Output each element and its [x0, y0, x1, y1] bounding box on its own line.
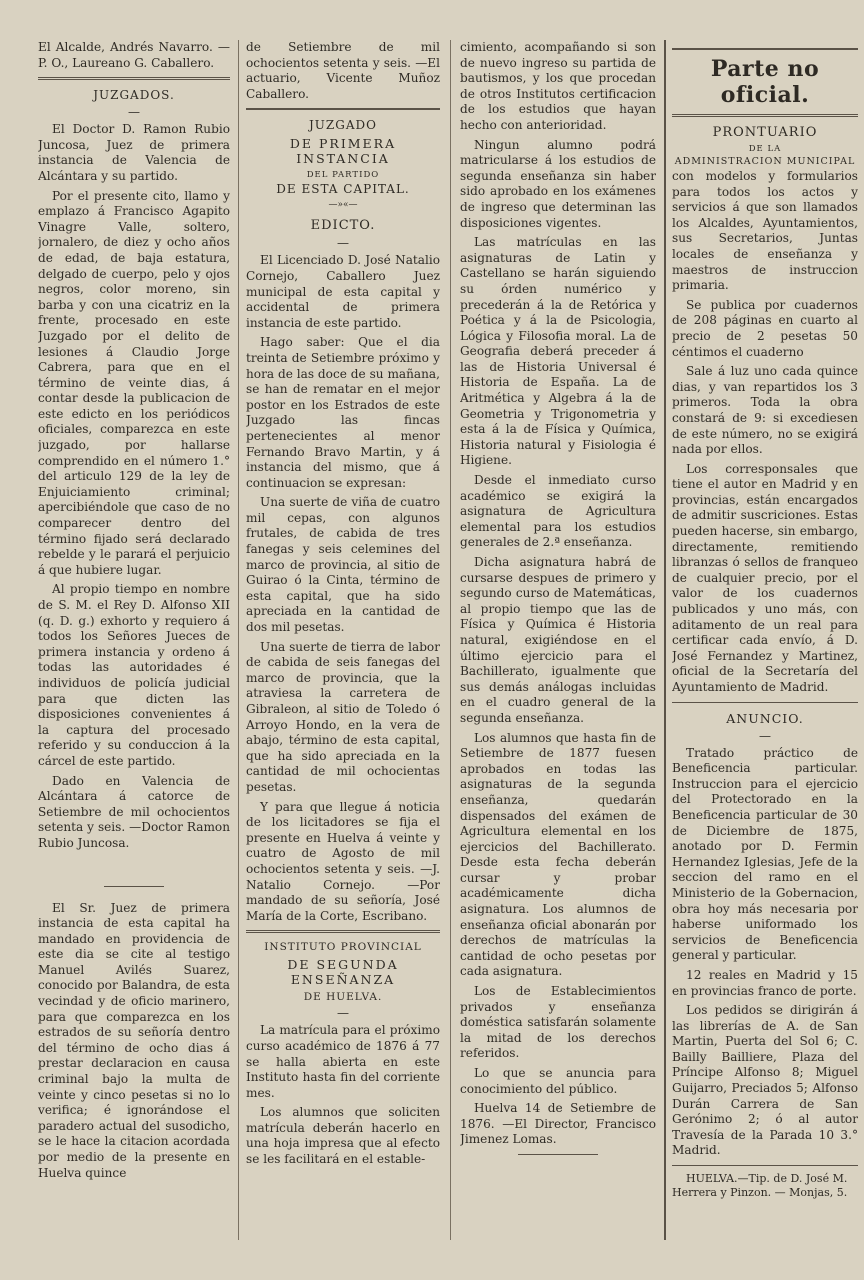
- column-rule: [664, 40, 666, 1240]
- paragraph: Hago saber: Que el dia treinta de Setiembre próximo y hora de las doce de su mañana, se han de rematar en el mejor postor en los Estrados de este Juzgado las fincas pertenecientes al menor Fernando Bravo Martin, y á instancia del mismo, que á continuacion se expresan:: [246, 335, 440, 490]
- paragraph: de Setiembre de mil ochocientos setenta y seis. —El actuario, Vicente Muñoz Caballero.: [246, 40, 440, 101]
- heading-anuncio: ANUNCIO.: [726, 710, 804, 726]
- heading-administracion: ADMINISTRACION MUNICIPAL: [674, 156, 856, 167]
- paragraph: Ningun alumno podrá matricularse á los estudios de segunda enseñanza sin haber sido aprobado en los exámenes de ingreso que determinan las disposiciones vigentes.: [460, 137, 656, 230]
- divider: [246, 930, 440, 933]
- paragraph: Al propio tiempo en nombre de S. M. el Rey D. Alfonso XII (q. D. g.) exhorto y requiero á todos los Señores Jueces de primera instancia y ordeno á todas las autoridades é individuos de policía judicial para que dicten las disposiciones convenientes á la captura del procesado referido y su conduccion á la cárcel de este partido.: [38, 582, 230, 768]
- heading-juzgado: JUZGADO: [309, 118, 377, 133]
- section-title-parte-no-oficial: Parte no oficial.: [710, 56, 820, 108]
- paragraph: Los alumnos que soliciten matrícula deberán hacerlo en una hoja impresa que al efecto se les facilitará en el estable-: [246, 1105, 440, 1167]
- signature: El Alcalde, Andrés Navarro. —P. O., Laureano G. Caballero.: [38, 40, 230, 70]
- heading-esta-capital: DE ESTA CAPITAL.: [276, 182, 410, 197]
- paragraph: Los corresponsales que tiene el autor en Madrid y en provincias, están encargados de admitir suscriciones. Estas pueden hacerse, sin embargo, directamente, remitiendo libranzas ó sellos de franqueo de cualquier precio, por el valor de los cuadernos publicados y uno más, con aditamento de un real para certificar cada envío, á D. José Fernandez y Martinez, oficial de la Secretaría del Ayuntamiento de Madrid.: [672, 461, 858, 694]
- paragraph: Una suerte de viña de cuatro mil cepas, con algunos frutales, de cabida de tres fanegas y seis celemines del marco de provincia, al sitio de Guirao ó la Cinta, término de esta capital, que ha sido apreciada en la cantidad de dos mil pesetas.: [246, 495, 440, 635]
- divider: [672, 114, 858, 117]
- paragraph: 12 reales en Madrid y 15 en provincias franco de porte.: [672, 967, 858, 998]
- heading-del-partido: DEL PARTIDO: [306, 170, 380, 181]
- heading-dash: —: [759, 728, 771, 743]
- heading-segunda-ensenanza: DE SEGUNDA ENSEÑANZA: [287, 957, 399, 988]
- heading-dash: —: [337, 1006, 349, 1021]
- divider: [672, 702, 858, 703]
- paragraph: Dado en Valencia de Alcántara á catorce de Setiembre de mil ochocientos setenta y seis. —Doctor Ramon Rubio Juncosa.: [38, 773, 230, 850]
- paragraph: Desde el inmediato curso académico se exigirá la asignatura de Agricultura elemental para los estudios generales de 2.ª enseñanza.: [460, 473, 656, 550]
- heading-edicto: EDICTO.: [310, 218, 376, 234]
- divider: [672, 1165, 858, 1166]
- column-4: [672, 48, 858, 1204]
- divider: [672, 48, 858, 50]
- paragraph: El Licenciado D. José Natalio Cornejo, Caballero Juez municipal de esta capital y accidental de primera instancia de este partido.: [246, 253, 440, 330]
- divider: [246, 108, 440, 110]
- paragraph: La matrícula para el próximo curso académico de 1876 á 77 se halla abierta en este Instituto hasta fin del corriente mes.: [246, 1023, 440, 1100]
- heading-prontuario: PRONTUARIO: [712, 125, 818, 140]
- section-heading-juzgados: JUZGADOS.: [93, 88, 175, 103]
- paragraph: Las matrículas en las asignaturas de Latin y Castellano se harán siguiendo su órden numérico y precederán á la de Retórica y Poética y á la de Psicologia, Lógica y Filosofia moral. La de Geografia deberá preceder á las de Historia Universal é Historia de España. La de Aritmética y Algebra á la de Geometria y Trigonometria y esta á la de Física y Química, Historia natural y Fisiologia é Higiene.: [460, 235, 656, 468]
- paragraph: El Sr. Juez de primera instancia de esta capital ha mandado en providencia de este dia se cite al testigo Manuel Avilés Suarez, conocido por Balandra, de esta vecindad y de oficio marinero, para que comparezca en los estrados de su señoría dentro del término de ocho dias á prestar declaracion en causa criminal bajo la multa de veinte y cinco pesetas si no lo verifica; é ignorándose el paradero actual del susodicho, se le hace la citacion acordada por medio de la presente en Huelva quince: [38, 900, 230, 1180]
- paragraph: Los pedidos se dirigirán á las librerías de A. de San Martin, Puerta del Sol 6; C. Bailly Bailliere, Plaza del Príncipe Alfonso 8; Miguel Guijarro, Preciados 5; Alfonso Durán Carrera de San Gerónimo 2; ó al autor Travesía de la Parada 10 3.° Madrid.: [672, 1003, 858, 1158]
- heading-de-huelva: DE HUELVA.: [303, 991, 383, 1004]
- column-2: [246, 40, 440, 1172]
- column-rule: [450, 40, 451, 1240]
- paragraph: con modelos y formularios para todos los actos y servicios á que son llamados los Alcaldes, Ayuntamientos, sus Secretarios, Juntas locales de enseñanza y maestros de instruccion primaria.: [672, 169, 858, 293]
- heading-instituto: INSTITUTO PROVINCIAL: [264, 941, 422, 954]
- heading-de-la: DE LA: [748, 144, 782, 154]
- divider: [104, 886, 164, 887]
- paragraph: El Doctor D. Ramon Rubio Juncosa, Juez de primera instancia de Valencia de Alcántara y su partido.: [38, 122, 230, 183]
- paragraph: Una suerte de tierra de labor de cabida de seis fanegas del marco de provincia, que la atraviesa la carretera de Gibraleon, al sitio de Toledo ó Arroyo Hondo, en la vera de abajo, término de esta capital, que ha sido apreciada en la cantidad de mil ochocientas pesetas.: [246, 639, 440, 794]
- paragraph: Los alumnos que hasta fin de Setiembre de 1877 fuesen aprobados en todas las asignaturas de la segunda enseñanza, quedarán dispensados del exámen de Agricultura elemental en los ejercicios del Bachillerato. Desde esta fecha deberán cursar y probar académicamente dicha asignatura. Los alumnos de enseñanza oficial abonarán por derechos de matrículas la cantidad de ocho pesetas por cada asignatura.: [460, 730, 656, 979]
- heading-primera-instancia: DE PRIMERA INSTANCIA: [289, 136, 397, 167]
- imprint-footer: HUELVA.—Tip. de D. José M. Herrera y Pinzon. — Monjas, 5.: [672, 1172, 848, 1200]
- paragraph: Los de Establecimientos privados y enseñanza doméstica satisfarán solamente la mitad de los derechos referidos.: [460, 984, 656, 1061]
- paragraph: Lo que se anuncia para conocimiento del público.: [460, 1066, 656, 1096]
- column-3: [460, 40, 656, 1161]
- paragraph: Tratado práctico de Beneficencia particular. Instruccion para el ejercicio del Protectorado en la Beneficencia particular de 30 de Diciembre de 1875, anotado por D. Fermin Hernandez Iglesias, Jefe de la seccion del ramo en el Ministerio de la Gobernacion, obra hoy más necesaria por haberse uniformado los servicios de Beneficencia general y particular.: [672, 745, 858, 963]
- paragraph: Huelva 14 de Setiembre de 1876. —El Director, Francisco Jimenez Lomas.: [460, 1101, 656, 1147]
- column-rule: [238, 40, 239, 1240]
- paragraph: cimiento, acompañando si son de nuevo ingreso su partida de bautismos, y los que procedan de otros Institutos certificacion de los estudios que hayan hecho con anterioridad.: [460, 40, 656, 132]
- divider: [38, 77, 230, 80]
- paragraph: Dicha asignatura habrá de cursarse despues de primero y segundo curso de Matemáticas, al propio tiempo que las de Física y Química é Historia natural, exigiéndose en el último ejercicio para el Bachillerato, igualmente que sus demás análogas incluidas en el cuadro general de la segunda enseñanza.: [460, 555, 656, 725]
- heading-dash: —: [128, 105, 140, 120]
- heading-dash: —: [337, 236, 349, 251]
- ornament: —»«—: [328, 200, 358, 211]
- paragraph: Y para que llegue á noticia de los licitadores se fija el presente en Huelva á veinte y cuatro de Agosto de mil ochocientos setenta y seis. —J. Natalio Cornejo. —Por mandado de su señoría, José María de la Corte, Escribano.: [246, 799, 440, 923]
- column-1: [38, 40, 230, 1185]
- paragraph: Sale á luz uno cada quince dias, y van repartidos los 3 primeros. Toda la obra constará de 9: si excediesen de este número, no se exigirá nada por ellos.: [672, 364, 858, 457]
- paragraph: Se publica por cuadernos de 208 páginas en cuarto al precio de 2 pesetas 50 céntimos el cuaderno: [672, 297, 858, 359]
- paragraph: Por el presente cito, llamo y emplazo á Francisco Agapito Vinagre Valle, soltero, jornalero, de diez y ocho años de edad, de baja estatura, delgado de cuerpo, pelo y ojos negros, color moreno, sin barba y con una cicatriz en la frente, procesado en este Juzgado por el delito de lesiones á Claudio Jorge Cabrera, para que en el término de veinte dias, á contar desde la publicacion de este edicto en los periódicos oficiales, comparezca en este juzgado, por hallarse comprendido en el número 1.° del articulo 129 de la ley de Enjuiciamiento criminal; apercibiéndole que caso de no comparecer dentro del término fijado será declarado rebelde y le parará el perjuicio á que hubiere lugar.: [38, 188, 230, 577]
- divider: [518, 1154, 598, 1155]
